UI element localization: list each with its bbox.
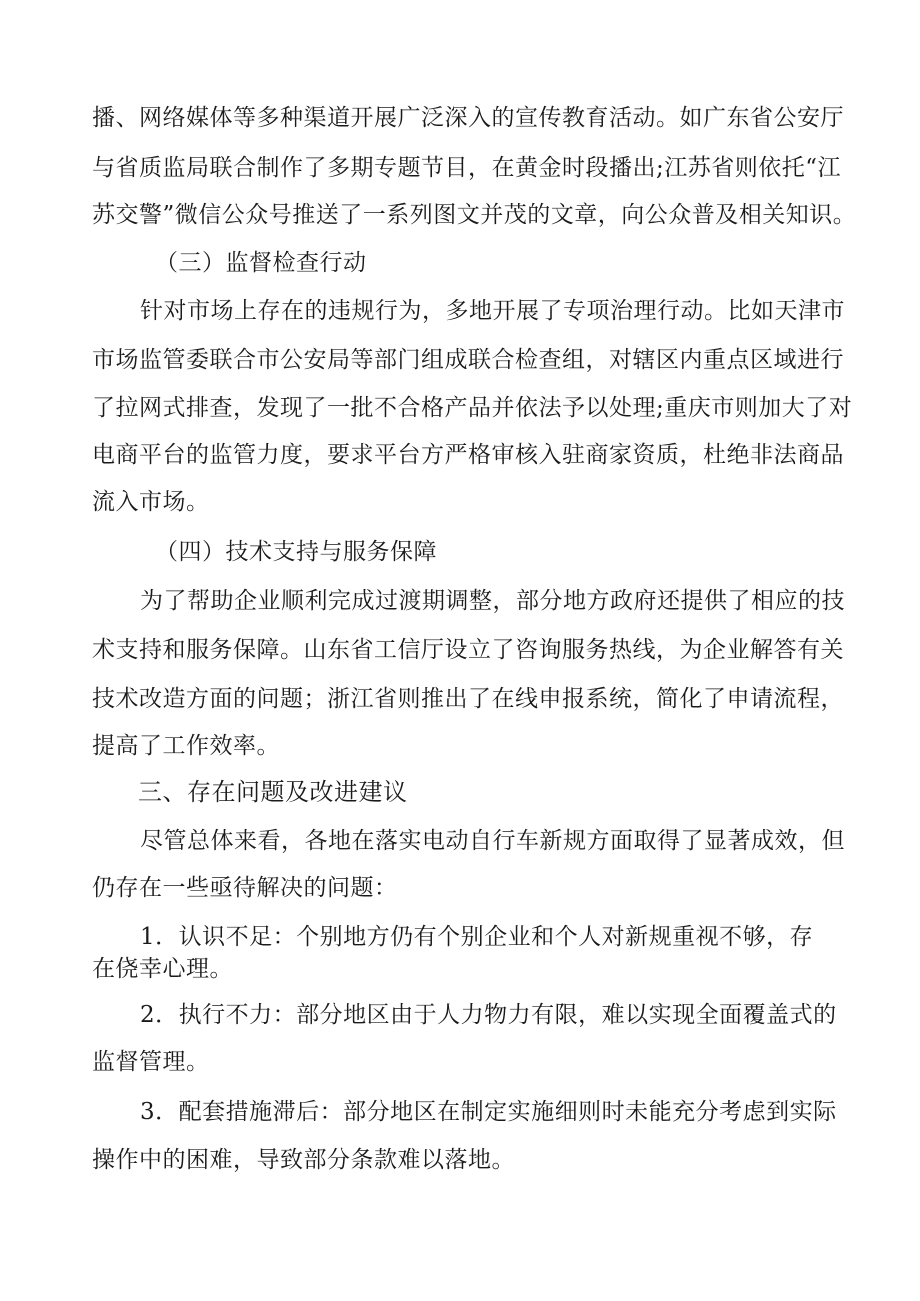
paragraph-line: 为了帮助企业顺利完成过渡期调整，部分地方政府还提供了相应的技 <box>140 588 845 614</box>
paragraph-line: 技术改造方面的问题；浙江省则推出了在线申报系统，简化了申请流程， <box>92 686 844 712</box>
paragraph-line: 与省质监局联合制作了多期专题节目，在黄金时段播出;江苏省则依托“江 <box>92 155 842 181</box>
list-item-line: 操作中的困难，导致部分条款难以落地。 <box>92 1147 515 1173</box>
list-item-line: 在侥幸心理。 <box>92 956 233 982</box>
paragraph-line: 术支持和服务保障。山东省工信厅设立了咨询服务热线，为企业解答有关 <box>92 637 844 663</box>
paragraph-line: 提高了工作效率。 <box>92 733 280 759</box>
list-item-line: 2．执行不力：部分地区由于人力物力有限，难以实现全面覆盖式的 <box>140 1002 837 1028</box>
paragraph-line: 了拉网式排查，发现了一批不合格产品并依法予以处理;重庆市则加大了对 <box>92 395 853 421</box>
paragraph-line: 尽管总体来看，各地在落实电动自行车新规方面取得了显著成效，但 <box>140 828 845 854</box>
paragraph-line: 流入市场。 <box>92 489 210 515</box>
paragraph-line: 针对市场上存在的违规行为，多地开展了专项治理行动。比如天津市 <box>140 298 845 324</box>
paragraph-line: 播、网络媒体等多种渠道开展广泛深入的宣传教育活动。如广东省公安厅 <box>92 105 844 131</box>
section-heading: 三、存在问题及改进建议 <box>138 778 408 806</box>
list-item-line: 监督管理。 <box>92 1049 210 1075</box>
list-item-line: 3．配套措施滞后：部分地区在制定实施细则时未能充分考虑到实际 <box>140 1099 837 1125</box>
section-subheading: （四）技术支持与服务保障 <box>155 539 437 565</box>
paragraph-line: 仍存在一些亟待解决的问题： <box>92 875 398 901</box>
section-subheading: （三）监督检查行动 <box>155 250 367 276</box>
paragraph-line: 苏交警”微信公众号推送了一系列图文并茂的文章，向公众普及相关知识。 <box>92 202 857 228</box>
list-item-line: 1．认识不足：个别地方仍有个别企业和个人对新规重视不够，存 <box>140 924 814 950</box>
paragraph-line: 市场监管委联合市公安局等部门组成联合检查组，对辖区内重点区域进行 <box>92 347 844 373</box>
paragraph-line: 电商平台的监管力度，要求平台方严格审核入驻商家资质，杜绝非法商品 <box>92 442 844 468</box>
